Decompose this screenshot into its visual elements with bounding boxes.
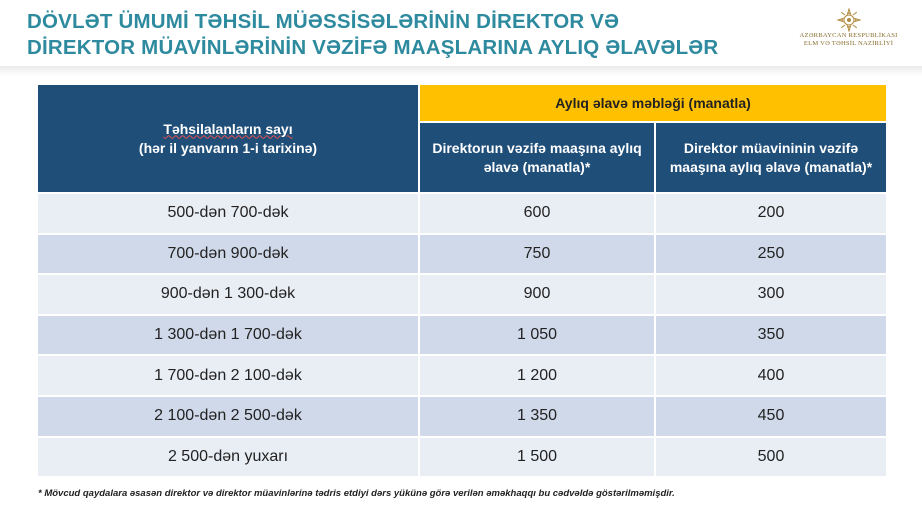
cell-student-range: 1 700-dən 2 100-dək (38, 356, 420, 395)
cell-director-amount: 1 500 (420, 438, 656, 477)
header-monthly-amount: Aylıq əlavə məbləği (manatla) (420, 85, 886, 123)
cell-director-amount: 1 050 (420, 316, 656, 355)
cell-deputy-amount: 500 (656, 438, 886, 477)
cell-student-range: 500-dən 700-dək (38, 194, 420, 233)
emblem-icon (837, 8, 861, 32)
table-row (38, 235, 886, 276)
table-row (38, 438, 886, 479)
table-row (38, 356, 886, 397)
cell-student-range: 900-dən 1 300-dək (38, 275, 420, 314)
ministry-logo (786, 8, 911, 58)
header-left-line-2: (hər il yanvarın 1-i tarixinə) (138, 139, 318, 156)
allowance-table (38, 85, 886, 478)
cell-director-amount: 1 200 (420, 356, 656, 395)
cell-student-range: 1 300-dən 1 700-dək (38, 316, 420, 355)
table-row (38, 316, 886, 357)
cell-student-range: 2 100-dən 2 500-dək (38, 397, 420, 436)
cell-director-amount: 900 (420, 275, 656, 314)
cell-deputy-amount: 450 (656, 397, 886, 436)
header-left-line-1: Təhsilalanların sayı (163, 120, 293, 137)
table-header (38, 85, 886, 194)
table-row (38, 397, 886, 438)
table-row (38, 275, 886, 316)
cell-student-range: 700-dən 900-dək (38, 235, 420, 274)
header-student-count (38, 85, 420, 192)
logo-text-line-2: ELM VƏ TƏHSİL NAZİRLİYİ (803, 40, 894, 47)
table-row (38, 194, 886, 235)
header-subcolumns (420, 123, 886, 192)
page-title (27, 9, 767, 61)
header-right-group (420, 85, 886, 192)
logo-text-line-1: AZƏRBAYCAN RESPUBLİKASI (799, 32, 898, 39)
cell-deputy-amount: 350 (656, 316, 886, 355)
cell-director-amount: 750 (420, 235, 656, 274)
cell-deputy-amount: 400 (656, 356, 886, 395)
cell-director-amount: 600 (420, 194, 656, 233)
header-divider (0, 66, 922, 76)
title-line-2: DİREKTOR MÜAVİNLƏRİNİN VƏZİFƏ MAAŞLARINA AYLIQ ƏLAVƏLƏR (27, 36, 719, 59)
footnote: * Mövcud qaydalara əsasən direktor və direktor müavinlərinə tədris etdiyi dərs yükünə görə verilən əməkhaqqı bu cədvəldə göstərilməmişdir. (38, 488, 675, 499)
cell-director-amount: 1 350 (420, 397, 656, 436)
cell-deputy-amount: 250 (656, 235, 886, 274)
cell-deputy-amount: 300 (656, 275, 886, 314)
cell-deputy-amount: 200 (656, 194, 886, 233)
header-director-allowance: Direktorun vəzifə maaşına aylıq əlavə (manatla)* (420, 123, 656, 192)
cell-student-range: 2 500-dən yuxarı (38, 438, 420, 477)
header-deputy-allowance: Direktor müavininin vəzifə maaşına aylıq əlavə (manatla)* (656, 123, 886, 192)
title-line-1: DÖVLƏT ÜMUMİ TƏHSİL MÜƏSSİSƏLƏRİNİN DİREKTOR VƏ (27, 10, 620, 33)
